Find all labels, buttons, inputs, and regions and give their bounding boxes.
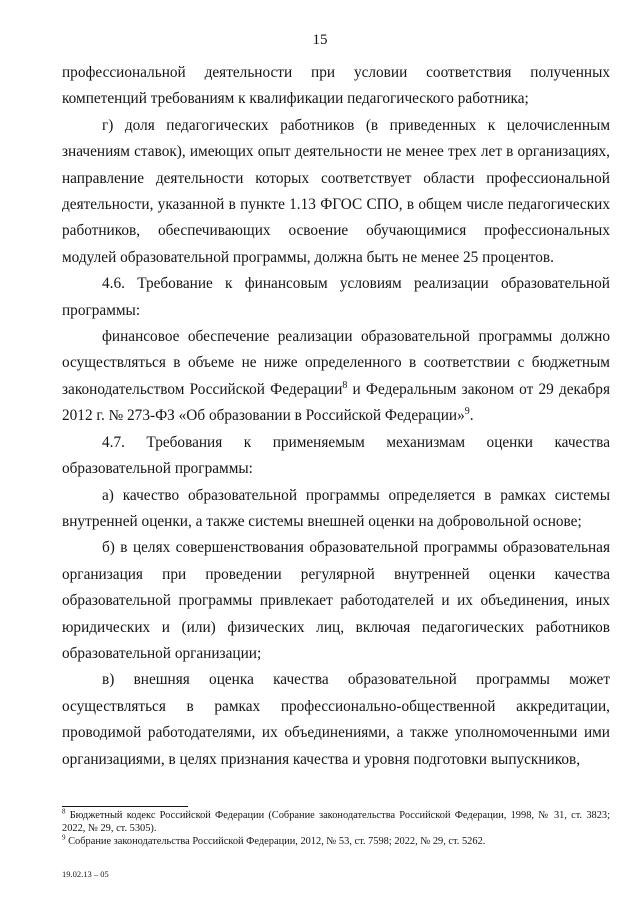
- document-code: 19.02.13 – 05: [62, 869, 109, 879]
- financial-text-end: .: [469, 407, 474, 425]
- footnote-mark-9: 9: [62, 833, 66, 842]
- paragraph-section-4-7: 4.7. Требования к применяемым механизмам оценки качества образовательной программы:: [62, 433, 610, 478]
- paragraph-item-g: г) доля педагогических работников (в приведенных к целочисленным значениям ставок), имеющих опыт деятельности не менее трех лет в организациях, направление деятельности которых соответствует области профессиональной деятельности, указанной в пункте 1.13 ФГОС СПО, в общем числе педагогических работников, обеспечивающих освоение обучающимися профессиональных модулей образовательной программы, должна быть не менее 25 процентов.: [62, 116, 610, 266]
- financial-text-start: финансовое обеспечение реализации образовательной программы должно осуществляться в объеме не ниже определенного в соответствии с бюджетным законодательством Российской Федерации: [62, 328, 610, 398]
- paragraph-item-b: б) в целях совершенствования образовательной программы образовательная организация при проведении регулярной внутренней оценки качества образовательной программы привлекает работодателей и их объединения, иных юридических и (или) физических лиц, включая педагогических работников образовательной организации;: [62, 539, 610, 662]
- footnote-9-text: Собрание законодательства Российской Федерации, 2012, № 53, ст. 7598; 2022, № 29, ст. 5262.: [65, 836, 486, 847]
- footnote-divider: [62, 806, 188, 807]
- paragraph-item-a: а) качество образовательной программы определяется в рамках системы внутренней оценки, а также системы внешней оценки на добровольной основе;: [62, 486, 610, 530]
- footnote-ref-9[interactable]: 9: [464, 406, 470, 418]
- footnote-8-text: Бюджетный кодекс Российской Федерации (Собрание законодательства Российской Федерации, 1998, № 31, ст. 3823; 2022, № 29, ст. 5305).: [62, 810, 610, 834]
- paragraph-item-v: в) внешняя оценка качества образовательной программы может осуществляться в рамках профессионально-общественной аккредитации, проводимой работодателями, их объединениями, а также уполномоченными ими организациями, в целях признания качества и уровня подготовки выпускников,: [62, 671, 610, 768]
- paragraph-section-4-6: 4.6. Требование к финансовым условиям реализации образовательной программы:: [62, 275, 610, 319]
- footnote-mark-8: 8: [62, 807, 66, 816]
- paragraph-continuation: профессиональной деятельности при условии соответствия полученных компетенций требованиям к квалификации педагогического работника;: [62, 64, 610, 108]
- financial-text-middle: и Федеральным законом от 29 декабря 2012 г. № 273-ФЗ «Об образовании в Российской Федерации»: [62, 380, 610, 425]
- page-number: 15: [312, 32, 328, 48]
- footnote-ref-8[interactable]: 8: [342, 379, 348, 391]
- paragraph-financial-support: [62, 324, 610, 430]
- main-text: [62, 60, 610, 773]
- footnotes: [62, 809, 610, 848]
- footnote-9: [62, 835, 610, 848]
- footnote-8: [62, 809, 610, 835]
